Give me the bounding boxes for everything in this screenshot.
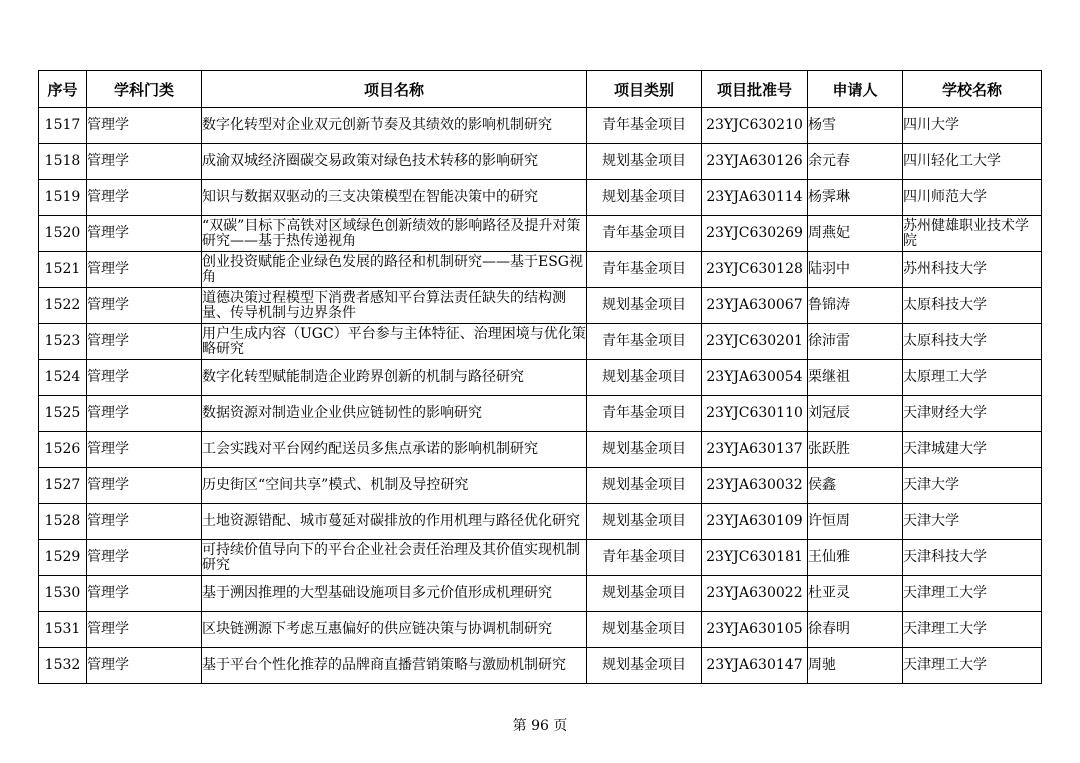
cell-seq: 1530 <box>39 576 87 612</box>
cell-project-name: 创业投资赋能企业绿色发展的路径和机制研究——基于ESG视角 <box>202 252 587 288</box>
cell-school: 天津大学 <box>903 504 1042 540</box>
header-approval-code: 项目批准号 <box>702 71 808 108</box>
cell-approval-code: 23YJA630109 <box>702 504 808 540</box>
cell-project-type: 青年基金项目 <box>587 324 702 360</box>
cell-subject: 管理学 <box>87 468 202 504</box>
cell-subject: 管理学 <box>87 180 202 216</box>
cell-school: 天津城建大学 <box>903 432 1042 468</box>
header-school: 学校名称 <box>903 71 1042 108</box>
cell-subject: 管理学 <box>87 432 202 468</box>
cell-subject: 管理学 <box>87 216 202 252</box>
cell-project-name: 成渝双城经济圈碳交易政策对绿色技术转移的影响研究 <box>202 144 587 180</box>
table-row <box>39 504 1042 540</box>
cell-subject: 管理学 <box>87 504 202 540</box>
cell-applicant: 刘冠辰 <box>808 396 903 432</box>
cell-project-type: 规划基金项目 <box>587 612 702 648</box>
cell-approval-code: 23YJA630147 <box>702 648 808 684</box>
cell-school: 四川师范大学 <box>903 180 1042 216</box>
cell-applicant: 杨霁琳 <box>808 180 903 216</box>
cell-applicant: 徐春明 <box>808 612 903 648</box>
cell-subject: 管理学 <box>87 396 202 432</box>
cell-school: 天津大学 <box>903 468 1042 504</box>
cell-subject: 管理学 <box>87 540 202 576</box>
cell-seq: 1517 <box>39 108 87 144</box>
cell-applicant: 杜亚灵 <box>808 576 903 612</box>
table-body <box>39 108 1042 684</box>
table-row <box>39 396 1042 432</box>
cell-project-type: 规划基金项目 <box>587 468 702 504</box>
cell-school: 天津财经大学 <box>903 396 1042 432</box>
table-row <box>39 540 1042 576</box>
cell-subject: 管理学 <box>87 360 202 396</box>
cell-applicant: 侯鑫 <box>808 468 903 504</box>
cell-subject: 管理学 <box>87 288 202 324</box>
cell-seq: 1532 <box>39 648 87 684</box>
table-row <box>39 648 1042 684</box>
cell-seq: 1527 <box>39 468 87 504</box>
cell-project-name: 区块链溯源下考虑互惠偏好的供应链决策与协调机制研究 <box>202 612 587 648</box>
cell-project-type: 规划基金项目 <box>587 648 702 684</box>
cell-subject: 管理学 <box>87 324 202 360</box>
table-row <box>39 216 1042 252</box>
cell-approval-code: 23YJC630269 <box>702 216 808 252</box>
cell-project-type: 规划基金项目 <box>587 576 702 612</box>
cell-project-type: 青年基金项目 <box>587 108 702 144</box>
cell-school: 天津理工大学 <box>903 612 1042 648</box>
page-number: 第 96 页 <box>512 718 568 734</box>
cell-project-name: 基于平台个性化推荐的品牌商直播营销策略与激励机制研究 <box>202 648 587 684</box>
cell-project-type: 规划基金项目 <box>587 180 702 216</box>
table-row <box>39 612 1042 648</box>
cell-applicant: 鲁锦涛 <box>808 288 903 324</box>
cell-project-name: 道德决策过程模型下消费者感知平台算法责任缺失的结构测量、传导机制与边界条件 <box>202 288 587 324</box>
cell-seq: 1528 <box>39 504 87 540</box>
cell-subject: 管理学 <box>87 108 202 144</box>
cell-approval-code: 23YJA630137 <box>702 432 808 468</box>
cell-approval-code: 23YJA630114 <box>702 180 808 216</box>
cell-seq: 1524 <box>39 360 87 396</box>
cell-school: 四川大学 <box>903 108 1042 144</box>
cell-project-name: “双碳”目标下高铁对区域绿色创新绩效的影响路径及提升对策研究——基于热传递视角 <box>202 216 587 252</box>
cell-school: 太原科技大学 <box>903 288 1042 324</box>
cell-approval-code: 23YJA630022 <box>702 576 808 612</box>
cell-project-type: 青年基金项目 <box>587 252 702 288</box>
cell-project-name: 知识与数据双驱动的三支决策模型在智能决策中的研究 <box>202 180 587 216</box>
table-row <box>39 144 1042 180</box>
cell-subject: 管理学 <box>87 576 202 612</box>
cell-approval-code: 23YJA630032 <box>702 468 808 504</box>
header-seq: 序号 <box>39 71 87 108</box>
cell-project-type: 青年基金项目 <box>587 396 702 432</box>
header-applicant: 申请人 <box>808 71 903 108</box>
cell-project-type: 规划基金项目 <box>587 288 702 324</box>
cell-seq: 1522 <box>39 288 87 324</box>
cell-project-type: 规划基金项目 <box>587 432 702 468</box>
cell-approval-code: 23YJC630210 <box>702 108 808 144</box>
cell-project-name: 数据资源对制造业企业供应链韧性的影响研究 <box>202 396 587 432</box>
cell-subject: 管理学 <box>87 252 202 288</box>
table-row <box>39 252 1042 288</box>
table-row <box>39 324 1042 360</box>
cell-approval-code: 23YJA630067 <box>702 288 808 324</box>
cell-seq: 1521 <box>39 252 87 288</box>
cell-project-type: 青年基金项目 <box>587 216 702 252</box>
cell-approval-code: 23YJA630126 <box>702 144 808 180</box>
cell-approval-code: 23YJC630201 <box>702 324 808 360</box>
table-row <box>39 288 1042 324</box>
cell-applicant: 张跃胜 <box>808 432 903 468</box>
cell-project-name: 可持续价值导向下的平台企业社会责任治理及其价值实现机制研究 <box>202 540 587 576</box>
table-row <box>39 180 1042 216</box>
cell-applicant: 周驰 <box>808 648 903 684</box>
table-row <box>39 468 1042 504</box>
cell-subject: 管理学 <box>87 612 202 648</box>
table-row <box>39 360 1042 396</box>
cell-seq: 1525 <box>39 396 87 432</box>
header-project-name: 项目名称 <box>202 71 587 108</box>
cell-subject: 管理学 <box>87 648 202 684</box>
cell-subject: 管理学 <box>87 144 202 180</box>
cell-applicant: 余元春 <box>808 144 903 180</box>
cell-school: 太原科技大学 <box>903 324 1042 360</box>
cell-project-name: 历史街区“空间共享”模式、机制及导控研究 <box>202 468 587 504</box>
cell-project-name: 用户生成内容（UGC）平台参与主体特征、治理困境与优化策略研究 <box>202 324 587 360</box>
cell-project-name: 数字化转型对企业双元创新节奏及其绩效的影响机制研究 <box>202 108 587 144</box>
cell-approval-code: 23YJC630128 <box>702 252 808 288</box>
cell-approval-code: 23YJC630110 <box>702 396 808 432</box>
table-row <box>39 576 1042 612</box>
cell-project-type: 规划基金项目 <box>587 360 702 396</box>
cell-project-type: 规划基金项目 <box>587 504 702 540</box>
cell-project-name: 数字化转型赋能制造企业跨界创新的机制与路径研究 <box>202 360 587 396</box>
cell-applicant: 栗继祖 <box>808 360 903 396</box>
cell-school: 苏州科技大学 <box>903 252 1042 288</box>
cell-project-type: 规划基金项目 <box>587 144 702 180</box>
cell-school: 天津理工大学 <box>903 648 1042 684</box>
cell-school: 天津科技大学 <box>903 540 1042 576</box>
cell-applicant: 徐沛雷 <box>808 324 903 360</box>
cell-project-name: 土地资源错配、城市蔓延对碳排放的作用机理与路径优化研究 <box>202 504 587 540</box>
cell-seq: 1520 <box>39 216 87 252</box>
cell-applicant: 王仙雅 <box>808 540 903 576</box>
cell-seq: 1531 <box>39 612 87 648</box>
table-row <box>39 108 1042 144</box>
header-project-type: 项目类别 <box>587 71 702 108</box>
cell-seq: 1529 <box>39 540 87 576</box>
cell-applicant: 陆羽中 <box>808 252 903 288</box>
cell-applicant: 杨雪 <box>808 108 903 144</box>
cell-seq: 1523 <box>39 324 87 360</box>
cell-applicant: 许恒周 <box>808 504 903 540</box>
header-subject: 学科门类 <box>87 71 202 108</box>
cell-seq: 1518 <box>39 144 87 180</box>
project-table <box>38 70 1042 684</box>
cell-seq: 1526 <box>39 432 87 468</box>
cell-school: 太原理工大学 <box>903 360 1042 396</box>
cell-project-type: 青年基金项目 <box>587 540 702 576</box>
cell-school: 四川轻化工大学 <box>903 144 1042 180</box>
header-row <box>39 71 1042 108</box>
cell-project-name: 工会实践对平台网约配送员多焦点承诺的影响机制研究 <box>202 432 587 468</box>
table-row <box>39 432 1042 468</box>
cell-approval-code: 23YJA630054 <box>702 360 808 396</box>
cell-school: 天津理工大学 <box>903 576 1042 612</box>
cell-school: 苏州健雄职业技术学院 <box>903 216 1042 252</box>
cell-project-name: 基于溯因推理的大型基础设施项目多元价值形成机理研究 <box>202 576 587 612</box>
cell-applicant: 周燕妃 <box>808 216 903 252</box>
cell-approval-code: 23YJC630181 <box>702 540 808 576</box>
cell-seq: 1519 <box>39 180 87 216</box>
cell-approval-code: 23YJA630105 <box>702 612 808 648</box>
